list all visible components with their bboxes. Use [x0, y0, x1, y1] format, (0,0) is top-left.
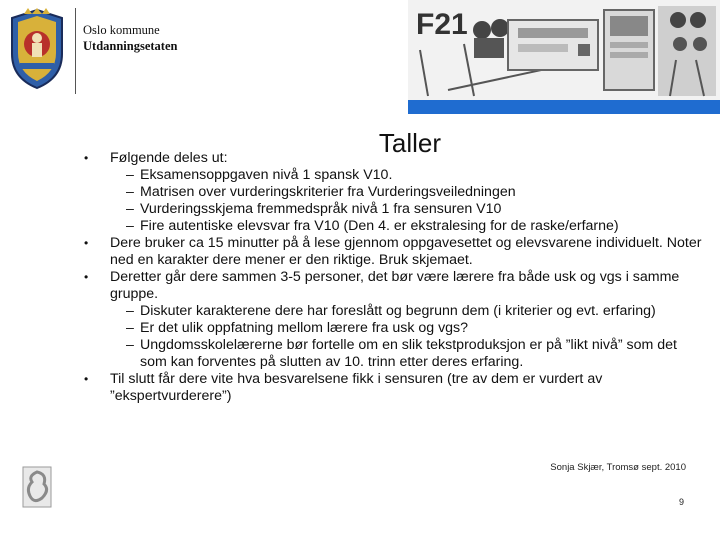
dash-marker: – — [126, 184, 134, 200]
dash-marker: – — [126, 320, 134, 336]
banner-label: F21 — [416, 8, 468, 41]
accent-bar — [408, 100, 720, 114]
org-line-1: Oslo kommune — [83, 23, 160, 37]
sub-bullet-item — [84, 337, 704, 371]
dash-marker: – — [126, 337, 134, 353]
header — [0, 0, 720, 118]
sub-bullet-item — [84, 320, 704, 337]
item-text: Dere bruker ca 15 minutter på å lese gjennom oppgavesettet og elevsvarene individuelt. Noter ned en karakter dere mener er den riktige. Bruk skjemaet. — [110, 235, 702, 268]
slide-title: Taller — [378, 128, 442, 158]
page-number: 9 — [678, 497, 684, 507]
bullet-marker: • — [84, 270, 89, 284]
dash-marker: – — [126, 303, 134, 319]
dash-marker: – — [126, 167, 134, 183]
sub-bullet-item — [84, 303, 704, 320]
org-line-2: Utdanningsetaten — [83, 39, 178, 53]
sub-bullet-item — [84, 201, 704, 218]
item-text: Vurderingsskjema fremmedspråk nivå 1 fra sensuren V10 — [140, 201, 502, 217]
bullet-item — [84, 150, 704, 167]
item-text: Følgende deles ut: — [110, 150, 228, 166]
oslo-emblem-icon — [22, 466, 52, 508]
header-divider — [75, 8, 76, 94]
bullet-marker: • — [84, 372, 89, 386]
item-text: Deretter går dere sammen 3-5 personer, det bør være lærere fra både usk og vgs i samme gruppe. — [110, 269, 680, 302]
bullet-item — [84, 235, 704, 269]
item-text: Er det ulik oppfatning mellom lærere fra usk og vgs? — [140, 320, 469, 336]
bullet-item — [84, 269, 704, 303]
bullet-marker: • — [84, 151, 89, 165]
organization-name — [83, 22, 177, 54]
dash-marker: – — [126, 218, 134, 234]
sub-bullet-item — [84, 218, 704, 235]
author-credit: Sonja Skjær, Tromsø sept. 2010 — [550, 462, 686, 473]
item-text: Matrisen over vurderingskriterier fra Vurderingsveiledningen — [140, 184, 516, 200]
item-text: Fire autentiske elevsvar fra V10 (Den 4. er ekstralesing for de raske/erfarne) — [140, 218, 619, 234]
bullet-item — [84, 371, 704, 405]
slide-body — [84, 150, 704, 405]
film-equipment-illustration — [408, 0, 720, 100]
oslo-crest-icon — [6, 8, 68, 90]
dash-marker: – — [126, 201, 134, 217]
bullet-marker: • — [84, 236, 89, 250]
item-text: Til slutt får dere vite hva besvarelsene fikk i sensuren (tre av dem er vurdert av ”ekspertvurderere”) — [110, 371, 603, 404]
header-banner-image — [408, 0, 720, 100]
sub-bullet-item — [84, 167, 704, 184]
item-text: Diskuter karakterene dere har foreslått og begrunn dem (i kriterier og evt. erfaring) — [140, 303, 656, 319]
item-text: Ungdomsskolelærerne bør fortelle om en slik tekstproduksjon er på ”likt nivå” som det som kan forventes på slutten av 10. trinn etter deres erfaring. — [140, 337, 677, 370]
sub-bullet-item — [84, 184, 704, 201]
item-text: Eksamensoppgaven nivå 1 spansk V10. — [140, 167, 393, 183]
